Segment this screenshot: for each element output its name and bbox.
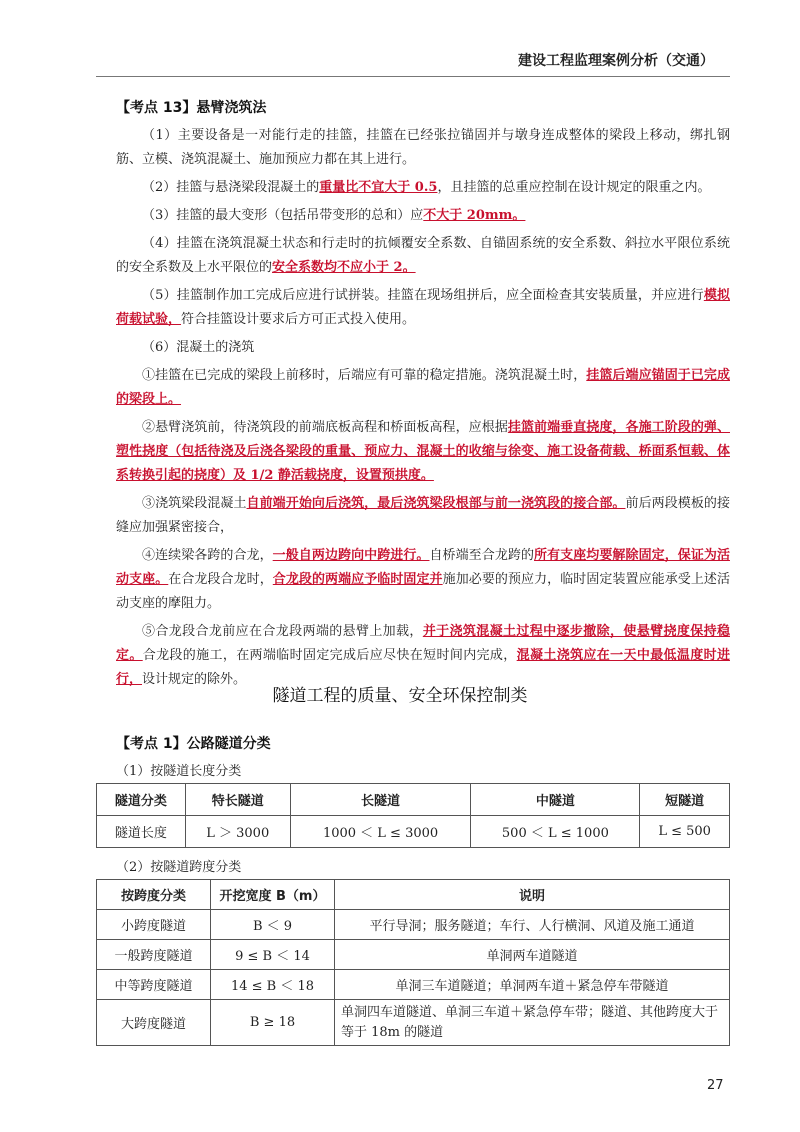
table-cell: 14 ≤ B ＜ 18 [211,970,335,1000]
table2-caption: （2）按隧道跨度分类 [116,860,242,875]
highlighted-text: 并于浇筑混凝土过程中逐步撤除，使悬臂挠度保持稳定。 [116,624,730,663]
table-header-cell: 说明 [335,880,730,910]
paragraph [116,232,730,280]
text-run: （6）混凝土的浇筑 [142,340,255,355]
section-title-tunnel-class: 【考点 1】公路隧道分类 [116,736,271,752]
chapter-title: 隧道工程的质量、安全环保控制类 [272,686,528,706]
text-run: 在合龙段合龙时， [168,572,273,587]
highlighted-text: 合龙段的两端应予临时固定并 [272,572,443,587]
tunnel-length-table [96,783,730,848]
table-header-cell: 隧道分类 [97,784,186,816]
text-run: ①挂篮在已完成的梁段上前移时，后端应有可靠的稳定措施。浇筑混凝土时， [142,368,587,383]
text-run: ③浇筑梁段混凝土 [142,496,247,511]
table-header-cell: 按跨度分类 [97,880,211,910]
table1-caption: （1）按隧道长度分类 [116,764,242,779]
table-cell: 单洞两车道隧道 [335,940,730,970]
paragraph [116,176,730,200]
highlighted-text: 挂篮前端垂直挠度，各施工阶段的弹、塑性挠度（包括待浇及后浇各梁段的重量、预应力、混凝土的收缩与徐变、施工设备荷载、桥面系恒载、体系转换引起的挠度）及 1/2 静活载挠度，设置预拱度。 [116,420,730,483]
text-run: ⑤合龙段合龙前应在合龙段两端的悬臂上加载， [142,624,423,639]
table-header-cell: 特长隧道 [185,784,290,816]
text-run: ④连续梁各跨的合龙， [142,548,273,563]
paragraph [116,364,730,412]
highlighted-text: 模拟荷载试验， [116,288,730,327]
table-row [97,1000,730,1046]
table-header-cell: 中隧道 [471,784,640,816]
table-cell: 中等跨度隧道 [97,970,211,1000]
text-run: ②悬臂浇筑前，待浇筑段的前端底板高程和桥面板高程，应根据 [142,420,508,435]
table-cell: B ＜ 9 [211,910,335,940]
highlighted-text: 挂篮后端应锚固于已完成的梁段上。 [116,368,730,407]
text-run: ，且挂篮的总重应控制在设计规定的限重之内。 [437,180,711,195]
paragraph [116,492,730,540]
table-cell: 单洞三车道隧道；单洞两车道＋紧急停车带隧道 [335,970,730,1000]
table-cell: L ≤ 500 [640,816,730,848]
table-header-row [97,880,730,910]
tunnel-span-table [96,879,730,1046]
table-cell: 9 ≤ B ＜ 14 [211,940,335,970]
page-number: 27 [707,1078,724,1093]
highlighted-text: 自前端开始向后浇筑，最后浇筑梁段根部与前一浇筑段的接合部。 [246,496,626,511]
table-cell: B ≥ 18 [211,1000,335,1046]
table-cell: 1000 ＜ L ≤ 3000 [290,816,471,848]
text-run: （2）挂篮与悬浇梁段混凝土的 [142,180,320,195]
text-run: 合龙段的施工，在两端临时固定完成后应尽快在短时间内完成， [142,648,517,663]
table-cell: 隧道长度 [97,816,186,848]
highlighted-text: 重量比不宜大于 0.5 [319,180,438,195]
paragraph [116,204,730,228]
text-run: 符合挂篮设计要求后方可正式投入使用。 [181,312,416,327]
highlighted-text: 安全系数均不应小于 2。 [272,260,416,275]
table-cell: 大跨度隧道 [97,1000,211,1046]
running-header: 建设工程监理案例分析（交通） [518,53,714,69]
cantilever-body [116,124,730,696]
table-row [97,816,730,848]
table-header-cell: 长隧道 [290,784,471,816]
highlighted-text: 一般自两边跨向中跨进行。 [272,548,430,563]
table-cell: 一般跨度隧道 [97,940,211,970]
table-cell: 单洞四车道隧道、单洞三车道＋紧急停车带；隧道、其他跨度大于等于 18m 的隧道 [335,1000,730,1046]
table-cell: 500 ＜ L ≤ 1000 [471,816,640,848]
table-header-row [97,784,730,816]
paragraph [116,124,730,172]
text-run: （5）挂篮制作加工完成后应进行试拼装。挂篮在现场组拼后，应全面检查其安装质量，并应进行 [142,288,704,303]
text-run: 施加必要的预应力，临时固定装置应能承受上述活动支座的摩阻力。 [116,572,730,611]
paragraph [116,544,730,616]
table-cell: 小跨度隧道 [97,910,211,940]
table-cell: L ＞ 3000 [185,816,290,848]
table-row [97,940,730,970]
paragraph [116,284,730,332]
paragraph [116,336,730,360]
highlighted-text: 所有支座均要解除固定，保证为活动支座。 [116,548,730,587]
text-run: 自桥端至合龙跨的 [429,548,535,563]
text-run: 设计规定的除外。 [142,672,247,687]
section-title-cantilever: 【考点 13】悬臂浇筑法 [116,100,267,116]
table-cell: 平行导洞；服务隧道；车行、人行横洞、风道及施工通道 [335,910,730,940]
paragraph [116,416,730,488]
text-run: （3）挂篮的最大变形（包括吊带变形的总和）应 [142,208,424,223]
highlighted-text: 混凝土浇筑应在一天中最低温度时进行， [116,648,730,687]
table-row [97,970,730,1000]
text-run: （1）主要设备是一对能行走的挂篮，挂篮在已经张拉锚固并与墩身连成整体的梁段上移动，绑扎钢筋、立模、浇筑混凝土、施加预应力都在其上进行。 [116,128,730,167]
text-run: （4）挂篮在浇筑混凝土状态和行走时的抗倾覆安全系数、自锚固系统的安全系数、斜拉水平限位系统的安全系数及上水平限位的 [116,236,730,275]
header-rule [96,76,730,77]
highlighted-text: 不大于 20mm。 [423,208,526,223]
table-header-cell: 开挖宽度 B（m） [211,880,335,910]
table-header-cell: 短隧道 [640,784,730,816]
text-run: 前后两段模板的接缝应加强紧密接合， [116,496,730,535]
table-row [97,910,730,940]
